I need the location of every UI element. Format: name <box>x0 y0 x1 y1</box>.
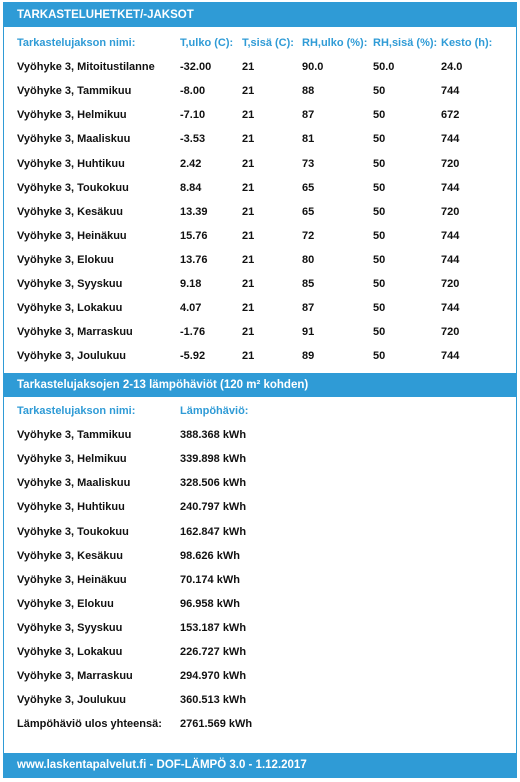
table-cell: 9.18 <box>180 278 202 290</box>
table-cell: Vyöhyke 3, Kesäkuu <box>17 549 123 562</box>
table-cell: 744 <box>441 133 460 146</box>
table-cell: Vyöhyke 3, Mitoitustilanne <box>17 61 155 74</box>
table-header <box>4 31 516 55</box>
column-header: Lämpöhäviö: <box>180 405 249 417</box>
table-row <box>4 200 516 224</box>
table-cell: 720 <box>441 278 460 290</box>
table-header <box>4 399 516 423</box>
table-cell: 744 <box>441 350 460 363</box>
table-cell: 87 <box>302 109 315 122</box>
table-cell: Lämpöhäviö ulos yhteensä: <box>17 718 162 731</box>
table-cell: 21 <box>242 85 255 98</box>
table-cell: 21 <box>242 278 255 290</box>
table-cell: 50 <box>373 205 386 218</box>
table-cell: 50 <box>373 350 386 363</box>
column-header: T,sisä (C): <box>242 37 294 49</box>
table-row <box>4 103 516 127</box>
table-cell: 70.174 kWh <box>180 573 240 586</box>
total-row <box>4 712 516 736</box>
table-row <box>4 447 516 471</box>
table-cell: Vyöhyke 3, Elokuu <box>17 253 114 266</box>
table-cell: 50.0 <box>373 61 395 74</box>
table-row <box>4 272 516 296</box>
column-header: Tarkastelujakson nimi: <box>17 37 136 49</box>
table-row <box>4 176 516 200</box>
table-cell: Vyöhyke 3, Heinäkuu <box>17 573 127 586</box>
table-cell: 21 <box>242 181 255 194</box>
table-row <box>4 592 516 616</box>
table-cell: Vyöhyke 3, Joulukuu <box>17 694 127 707</box>
table-row <box>4 664 516 688</box>
table-cell: 744 <box>441 302 460 315</box>
table-cell: -3.53 <box>180 133 206 146</box>
table-cell: 21 <box>242 253 255 266</box>
table-cell: 744 <box>441 253 460 266</box>
table-row <box>4 344 516 368</box>
table-cell: 21 <box>242 109 255 122</box>
table-cell: Vyöhyke 3, Marraskuu <box>17 670 133 683</box>
table-row <box>4 296 516 320</box>
table-cell: 50 <box>373 181 386 194</box>
table-row <box>4 688 516 712</box>
table-cell: 388.368 kWh <box>180 429 247 442</box>
table-cell: 87 <box>302 302 315 315</box>
table-cell: 2.42 <box>180 157 202 170</box>
table-row <box>4 423 516 447</box>
table-cell: 90.0 <box>302 61 324 74</box>
table-cell: Vyöhyke 3, Huhtikuu <box>17 157 125 170</box>
table-cell: Vyöhyke 3, Toukokuu <box>17 525 129 538</box>
table-cell: Vyöhyke 3, Lokakuu <box>17 646 123 658</box>
table-cell: 50 <box>373 133 386 146</box>
section-title-periods: TARKASTELUHETKET/-JAKSOT <box>4 3 516 27</box>
column-header: Kesto (h): <box>441 37 493 49</box>
table-cell: 80 <box>302 253 315 266</box>
table-cell: 88 <box>302 85 315 98</box>
table-cell: 720 <box>441 205 460 218</box>
table-cell: 50 <box>373 253 386 266</box>
table-cell: 672 <box>441 109 460 122</box>
table-row <box>4 55 516 79</box>
column-header: Tarkastelujakson nimi: <box>17 405 136 417</box>
table-cell: 50 <box>373 229 386 242</box>
table-cell: Vyöhyke 3, Maaliskuu <box>17 133 131 146</box>
table-cell: Vyöhyke 3, Joulukuu <box>17 350 127 363</box>
table-cell: 153.187 kWh <box>180 621 247 634</box>
table-cell: 226.727 kWh <box>180 646 247 658</box>
table-cell: Vyöhyke 3, Helmikuu <box>17 453 127 466</box>
table-cell: Vyöhyke 3, Heinäkuu <box>17 229 127 242</box>
table-cell: 24.0 <box>441 61 463 74</box>
table-cell: Vyöhyke 3, Syyskuu <box>17 621 123 634</box>
footer: www.laskentapalvelut.fi - DOF-LÄMPÖ 3.0 - 1.12.2017 <box>4 753 516 777</box>
table-cell: Vyöhyke 3, Syyskuu <box>17 278 123 290</box>
column-header: RH,sisä (%): <box>373 37 438 49</box>
table-cell: Vyöhyke 3, Marraskuu <box>17 326 133 339</box>
table-cell: Vyöhyke 3, Tammikuu <box>17 429 132 442</box>
table-cell: 65 <box>302 181 315 194</box>
section-title-heat-loss: Tarkastelujaksojen 2-13 lämpöhäviöt (120 m² kohden) <box>4 373 516 397</box>
report-frame <box>3 2 517 778</box>
table-cell: 162.847 kWh <box>180 525 247 538</box>
table-cell: 21 <box>242 350 255 363</box>
table-cell: 21 <box>242 133 255 146</box>
table-cell: 21 <box>242 157 255 170</box>
table-cell: Vyöhyke 3, Helmikuu <box>17 109 127 122</box>
table-row <box>4 520 516 544</box>
table-cell: -8.00 <box>180 85 206 98</box>
table-cell: 744 <box>441 181 460 194</box>
table-cell: 98.626 kWh <box>180 549 240 562</box>
table-cell: 50 <box>373 109 386 122</box>
table-cell: 720 <box>441 326 460 339</box>
table-cell: 50 <box>373 278 386 290</box>
table-cell: 744 <box>441 229 460 242</box>
table-cell: 72 <box>302 229 315 242</box>
table-cell: 21 <box>242 229 255 242</box>
table-row <box>4 640 516 664</box>
table-cell: 65 <box>302 205 315 218</box>
table-cell: 21 <box>242 205 255 218</box>
table-cell: Vyöhyke 3, Toukokuu <box>17 181 129 194</box>
table-cell: 21 <box>242 326 255 339</box>
table-cell: 328.506 kWh <box>180 477 247 490</box>
table-cell: -5.92 <box>180 350 206 363</box>
table-cell: 15.76 <box>180 229 208 242</box>
table-cell: 50 <box>373 85 386 98</box>
table-cell: -7.10 <box>180 109 206 122</box>
table-cell: 21 <box>242 302 255 315</box>
table-cell: 96.958 kWh <box>180 597 240 610</box>
table-row <box>4 152 516 176</box>
table-cell: 50 <box>373 326 386 339</box>
table-cell: 744 <box>441 85 460 98</box>
table-cell: 81 <box>302 133 315 146</box>
table-cell: 13.39 <box>180 205 208 218</box>
table-cell: 50 <box>373 157 386 170</box>
table-cell: 13.76 <box>180 253 208 266</box>
column-header: T,ulko (C): <box>180 37 234 49</box>
table-cell: 2761.569 kWh <box>180 718 253 731</box>
column-header: RH,ulko (%): <box>302 37 368 49</box>
table-row <box>4 127 516 151</box>
table-cell: 91 <box>302 326 315 339</box>
table-cell: -1.76 <box>180 326 206 339</box>
table-cell: 73 <box>302 157 315 170</box>
table-cell: 720 <box>441 157 460 170</box>
table-row <box>4 320 516 344</box>
table-cell: Vyöhyke 3, Kesäkuu <box>17 205 123 218</box>
table-cell: Vyöhyke 3, Elokuu <box>17 597 114 610</box>
table-cell: 50 <box>373 302 386 315</box>
table-cell: 89 <box>302 350 315 363</box>
table-row <box>4 248 516 272</box>
table-cell: 85 <box>302 278 315 290</box>
table-cell: 240.797 kWh <box>180 501 247 514</box>
table-cell: Vyöhyke 3, Tammikuu <box>17 85 132 98</box>
table-row <box>4 224 516 248</box>
table-cell: Vyöhyke 3, Lokakuu <box>17 302 123 315</box>
table-cell: 4.07 <box>180 302 202 315</box>
table-cell: 294.970 kWh <box>180 670 247 683</box>
table-cell: Vyöhyke 3, Maaliskuu <box>17 477 131 490</box>
table-cell: 360.513 kWh <box>180 694 247 707</box>
table-row <box>4 495 516 519</box>
table-row <box>4 471 516 495</box>
table-row <box>4 568 516 592</box>
table-cell: 21 <box>242 61 255 74</box>
table-row <box>4 544 516 568</box>
table-cell: 339.898 kWh <box>180 453 247 466</box>
table-cell: Vyöhyke 3, Huhtikuu <box>17 501 125 514</box>
table-cell: 8.84 <box>180 181 202 194</box>
table-cell: -32.00 <box>180 61 212 74</box>
table-row <box>4 79 516 103</box>
table-row <box>4 616 516 640</box>
